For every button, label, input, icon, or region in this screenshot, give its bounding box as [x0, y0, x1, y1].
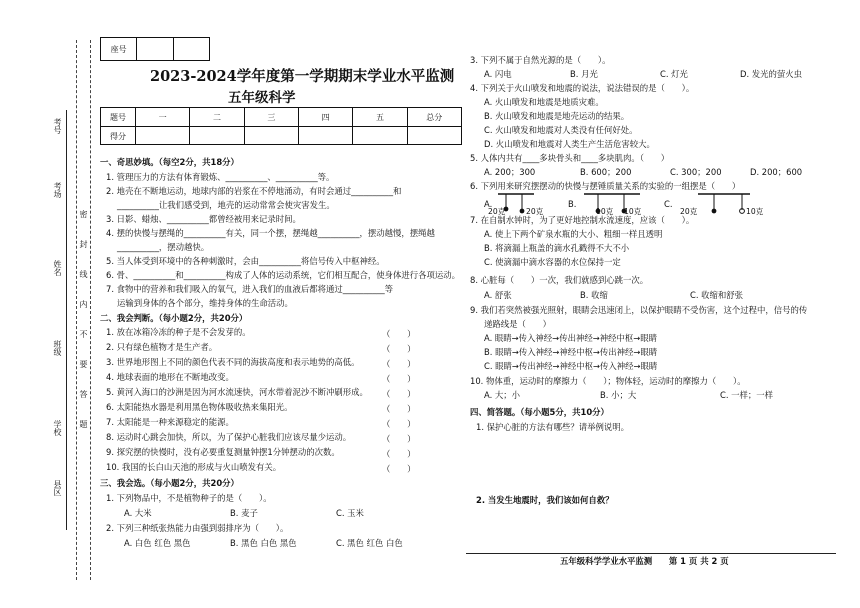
weight-label: 20克	[680, 207, 698, 216]
section-2-title: 二、我会判断。（每小题2分，共20分）	[100, 313, 248, 323]
choice-option[interactable]: B. 麦子	[230, 508, 258, 518]
section-1-line: __________让我们感受到，地壳的运动常常会使灾害发生。	[117, 200, 335, 210]
judge-item: 10. 我国的长白山天池的形成与火山喷发有关。	[106, 462, 282, 472]
choice-option[interactable]: B. 月光	[570, 69, 598, 79]
seal-char: 线	[79, 270, 88, 278]
weight-label: 10克	[746, 207, 764, 216]
choice-option[interactable]: C. 300；200	[670, 167, 722, 177]
seat-box-2	[174, 38, 209, 60]
choice-option[interactable]: A. 使上下两个矿泉水瓶的大小、粗细一样且透明	[484, 229, 663, 239]
section-1-line: 5. 当人体受到环境中的各种刺激时，会由__________将信号传入中枢神经。	[106, 256, 385, 266]
choice-option[interactable]: B. 眼睛→传入神经→神经中枢→传出神经→眼睛	[484, 347, 658, 357]
short-answer-question: 1. 保护心脏的方法有哪些？请举例说明。	[476, 422, 630, 432]
binding-write-line	[66, 110, 68, 530]
choice-question: 8. 心脏每（ ）一次，我们就感到心跳一次。	[470, 275, 649, 285]
score-cell	[190, 127, 244, 145]
short-answer-question: 2. 当发生地震时，我们该如何自救？	[476, 495, 614, 505]
seat-label: 座号	[101, 38, 137, 60]
section-1-line: 运输到身体的各个部分，维持身体的生命活动。	[117, 298, 293, 308]
score-cell	[408, 127, 461, 145]
section-1-title: 一、奇思妙填。（每空2分，共18分）	[100, 157, 239, 167]
choice-option[interactable]: C. 眼睛→传出神经→神经中枢→传入神经→眼睛	[484, 361, 658, 371]
seal-char: 要	[79, 360, 88, 368]
judge-item: 8. 运动时心跳会加快，所以，为了保护心脏我们应该尽量少运动。	[106, 432, 352, 442]
exam-subtitle: 五年级科学	[228, 90, 296, 106]
choice-option[interactable]: C. 一样；一样	[720, 390, 774, 400]
score-header-cell: 总分	[426, 112, 443, 122]
choice-option[interactable]: A. 闪电	[484, 69, 512, 79]
choice-option[interactable]: A. 大；小	[484, 390, 521, 400]
seal-char: 密	[79, 210, 88, 218]
answer-area-1[interactable]	[476, 436, 836, 486]
footer-rule	[466, 553, 836, 554]
choice-option[interactable]: B.	[568, 199, 577, 209]
answer-paren[interactable]: （ ）	[382, 449, 416, 459]
seat-number-table	[100, 37, 210, 61]
choice-option[interactable]: A. 眼睛→传入神经→传出神经→神经中枢→眼睛	[484, 333, 657, 343]
choice-option[interactable]: A. 大米	[124, 508, 152, 518]
score-cell	[353, 127, 407, 145]
weight-label: 20克	[488, 207, 506, 216]
choice-option[interactable]: A. 白色 红色 黑色	[124, 538, 191, 548]
section-1-line: 1. 管理压力的方法有体育锻炼、__________、__________等。	[106, 172, 335, 182]
choice-option[interactable]: B. 收缩	[580, 290, 608, 300]
choice-question: 4. 下列关于火山喷发和地震的说法，说法错误的是（ ）。	[470, 83, 695, 93]
score-row-label: 得分	[101, 127, 136, 145]
seal-char: 内	[79, 300, 88, 308]
choice-option[interactable]: B. 小；大	[600, 390, 637, 400]
binding-label-exam-room: 考场	[53, 182, 62, 198]
binding-label-class: 班级	[53, 340, 62, 356]
page-footer: 五年级科学学业水平监测 第 1 页 共 2 页	[560, 556, 729, 566]
binding-label-county: 县区	[53, 480, 62, 496]
choice-option[interactable]: D. 火山喷发和地震对人类生产生活危害较大。	[484, 139, 655, 149]
choice-option[interactable]: A. 200；300	[484, 167, 536, 177]
score-cell	[299, 127, 353, 145]
answer-paren[interactable]: （ ）	[382, 434, 416, 444]
choice-option[interactable]: B. 600；200	[580, 167, 632, 177]
binding-label-name: 姓名	[53, 260, 62, 276]
score-header-cell: 三	[245, 108, 299, 126]
choice-question: 6. 下列用来研究摆摆动的快慢与摆锤质量关系的实验的一组摆是（ ）	[470, 181, 741, 191]
judge-item: 2. 只有绿色植物才是生产者。	[106, 342, 218, 352]
answer-paren[interactable]: （ ）	[382, 344, 416, 354]
section-1-line: 4. 摆的快慢与摆绳的__________有关，同一个摆，摆绳越__________，摆动越慢，摆绳越	[106, 228, 435, 238]
answer-paren[interactable]: （ ）	[382, 404, 416, 414]
judge-item: 9. 探究摆的快慢时，没有必要重复测量钟摆1分钟摆动的次数。	[106, 447, 340, 457]
choice-question-cont: 递路线是（ ）	[484, 319, 551, 329]
binding-label-school: 学校	[53, 420, 62, 436]
seal-char: 答	[79, 390, 88, 398]
choice-option[interactable]: C. 使滴漏中滴水容器的水位保持一定	[484, 257, 621, 267]
score-cell	[136, 127, 190, 145]
weight-label: 10克	[596, 207, 614, 216]
weight-label: 20克	[526, 207, 544, 216]
section-1-line: 3. 日影、蜡烛、__________都曾经被用来记录时间。	[106, 214, 301, 224]
section-4-title: 四、简答题。（每小题5分，共10分）	[470, 407, 609, 417]
judge-item: 3. 世界地形图上不同的颜色代表不同的海拔高度和表示地势的高低。	[106, 357, 360, 367]
section-1-line: 7. 食物中的营养和我们吸入的氧气，进入我们的血液后都将通过__________等	[106, 284, 394, 294]
choice-option[interactable]: C. 灯光	[660, 69, 688, 79]
pendulum-diagram	[484, 196, 784, 216]
score-header-cell: 二	[190, 108, 244, 126]
choice-option[interactable]: A.	[484, 199, 493, 209]
seat-box-1	[137, 38, 173, 60]
answer-paren[interactable]: （ ）	[382, 374, 416, 384]
score-table-score-row	[101, 127, 461, 145]
section-1-line: __________，摆动越快。	[117, 242, 210, 252]
choice-question: 7. 在自制水钟时，为了更好地控制水流速度，应该（ ）。	[470, 215, 695, 225]
choice-option[interactable]: A. 舒张	[484, 290, 512, 300]
answer-area-2[interactable]	[476, 510, 836, 540]
answer-paren[interactable]: （ ）	[382, 464, 416, 474]
seal-char: 封	[79, 240, 88, 248]
score-header-cell: 题号	[101, 108, 136, 126]
judge-item: 5. 黄河入海口的沙洲是因为河水流速快，河水带着泥沙不断冲刷形成。	[106, 387, 368, 397]
answer-paren[interactable]: （ ）	[382, 329, 416, 339]
choice-option[interactable]: C. 收缩和舒张	[690, 290, 744, 300]
section-1-line: 2. 地壳在不断地运动，地球内部的岩浆在不停地涌动，有时会通过__________和	[106, 186, 402, 196]
seal-char: 题	[79, 420, 88, 428]
choice-question: 5. 人体内共有____多块骨头和____多块肌肉。（ ）	[470, 153, 670, 163]
score-cell	[245, 127, 299, 145]
seal-char: 不	[79, 330, 88, 338]
choice-question: 10. 物体重，运动时的摩擦力（ ）；物体轻，运动时的摩擦力（ ）。	[470, 376, 746, 386]
section-1-line: 6. 骨、__________和__________构成了人体的运动系统，它们相互配合，使身体进行各项运动。	[106, 270, 461, 280]
answer-paren[interactable]: （ ）	[382, 359, 416, 369]
choice-option[interactable]: C. 黑色 红色 白色	[336, 538, 403, 548]
score-table	[100, 107, 462, 145]
choice-option[interactable]: D. 发光的萤火虫	[740, 69, 803, 79]
choice-option[interactable]: C. 玉米	[336, 508, 364, 518]
choice-question: 1. 下列物品中，不是植物种子的是（ ）。	[106, 493, 272, 503]
choice-option[interactable]: B. 火山喷发和地震是地壳运动的结果。	[484, 111, 630, 121]
section-3-title: 三、我会选。（每小题2分，共20分）	[100, 478, 239, 488]
score-header-cell: 五	[353, 108, 407, 126]
judge-item: 4. 地球表面的地形在不断地改变。	[106, 372, 234, 382]
answer-paren[interactable]: （ ）	[382, 419, 416, 429]
choice-option[interactable]: B. 黑色 白色 黑色	[230, 538, 297, 548]
choice-option[interactable]: C. 火山喷发和地震对人类没有任何好处。	[484, 125, 638, 135]
judge-item: 7. 太阳能是一种来源稳定的能源。	[106, 417, 234, 427]
choice-option[interactable]: B. 将滴漏上瓶盖的滴水孔戳得不大不小	[484, 243, 630, 253]
binding-dashed-line	[76, 40, 77, 580]
binding-label-exam-number: 考号	[53, 118, 62, 134]
score-header-cell: 一	[136, 108, 190, 126]
binding-dashed-line-inner	[90, 40, 91, 580]
choice-option[interactable]: D. 200；600	[750, 167, 803, 177]
choice-option[interactable]: A. 火山喷发和地震是地质灾难。	[484, 97, 604, 107]
judge-item: 6. 太阳能热水器是利用黑色物体吸收热来集阳光。	[106, 402, 293, 412]
choice-question: 2. 下列三种纸张热能力由强到弱排序为（ ）。	[106, 523, 289, 533]
exam-title: 2023-2024学年度第一学期期末学业水平监测	[150, 68, 455, 85]
choice-question: 9. 我们若突然被强光照射，眼睛会迅速闭上，以保护眼睛不受伤害，这个过程中，信号的传	[470, 305, 808, 315]
score-header-cell: 四	[299, 108, 353, 126]
choice-question: 3. 下列不属于自然光源的是（ ）。	[470, 55, 611, 65]
choice-option[interactable]: C.	[664, 199, 673, 209]
judge-item: 1. 放在冰箱冷冻的种子是不会发芽的。	[106, 327, 251, 337]
score-table-header-row	[101, 108, 461, 127]
answer-paren[interactable]: （ ）	[382, 389, 416, 399]
weight-label: 10克	[624, 207, 642, 216]
